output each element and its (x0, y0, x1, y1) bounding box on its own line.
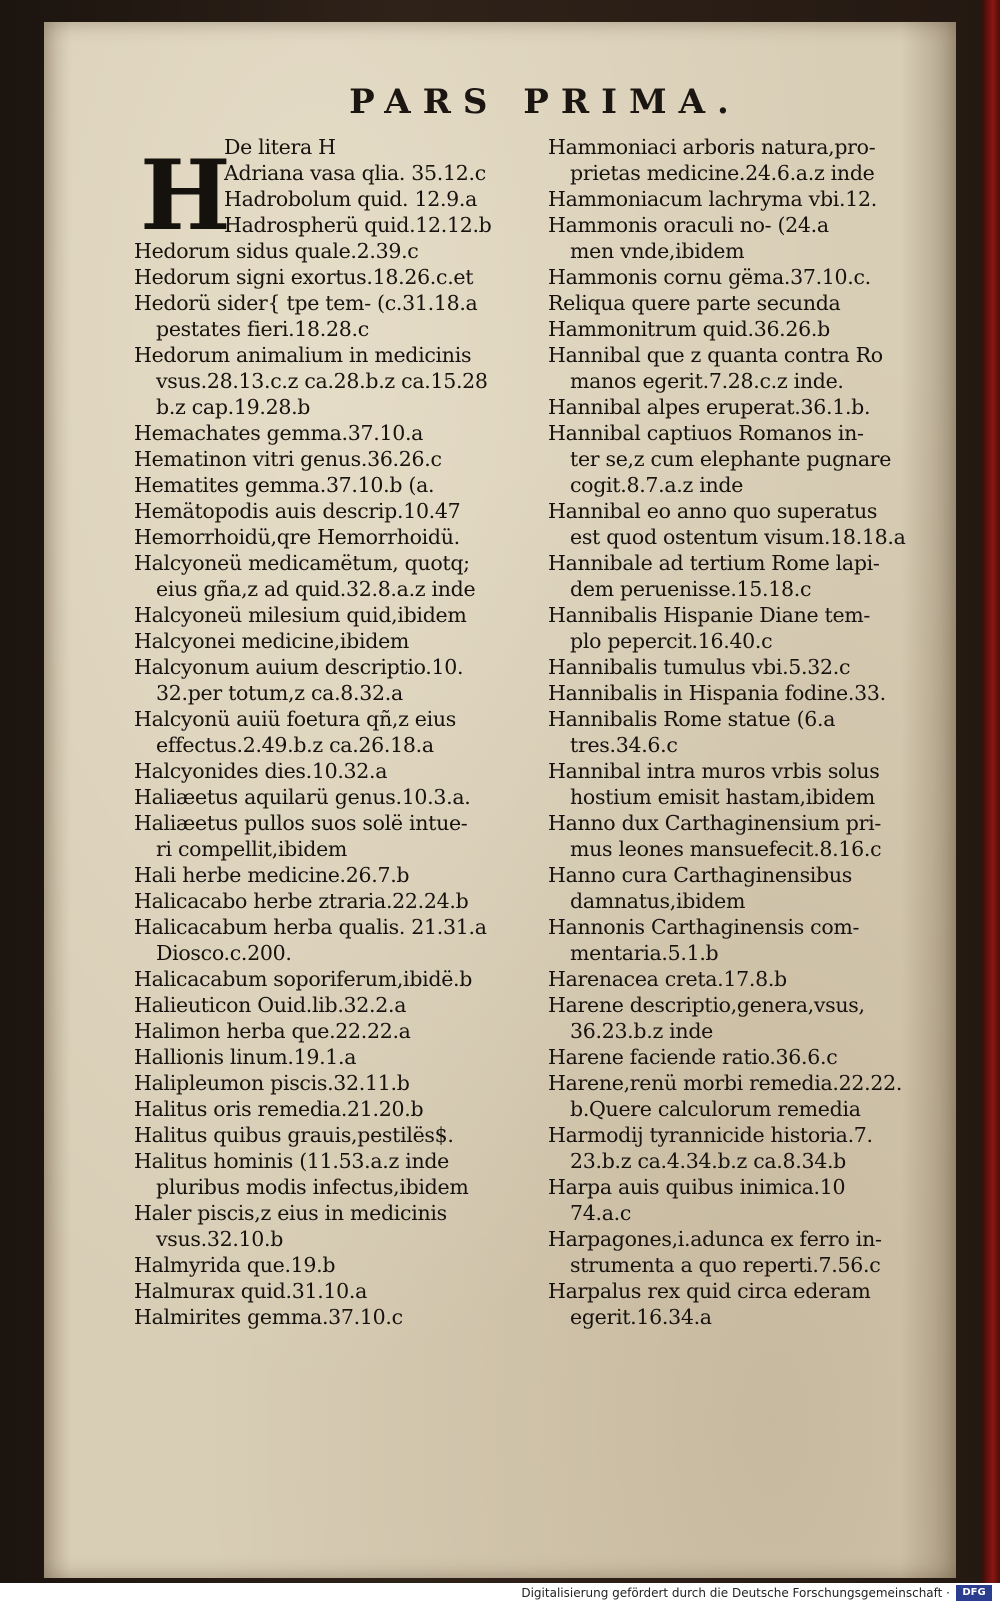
index-entry: Hadrospherü quid.12.12.b (224, 213, 492, 237)
index-entry: effectus.2.49.b.z ca.26.18.a (156, 733, 434, 757)
index-entry: Hannonis Carthaginensis com- (548, 915, 860, 939)
index-entry: Harpa auis quibus inimica.10 (548, 1175, 846, 1199)
index-entry: men vnde,ibidem (570, 239, 745, 263)
index-entry: Halmirites gemma.37.10.c (134, 1305, 403, 1329)
index-entry: Hannibalis tumulus vbi.5.32.c (548, 655, 851, 679)
index-entry: Halipleumon piscis.32.11.b (134, 1071, 410, 1095)
index-entry: hostium emisit hastam,ibidem (570, 785, 875, 809)
dfg-logo: DFG (956, 1585, 992, 1601)
initial-lines (224, 134, 544, 238)
index-entry: Harene descriptio,genera,vsus, (548, 993, 865, 1017)
index-entry: vsus.32.10.b (156, 1227, 284, 1251)
index-entry: Harmodij tyrannicide historia.7. (548, 1123, 873, 1147)
index-entry: 74.a.c (570, 1201, 632, 1225)
index-entry: Hedorü sider{ tpe tem- (c.31.18.a (134, 291, 478, 315)
left-entries (134, 238, 544, 1330)
drop-initial: H (140, 139, 231, 252)
index-entry: Hammonis oraculi no- (24.a (548, 213, 829, 237)
index-entry: Hammonitrum quid.36.26.b (548, 317, 830, 341)
index-entry: manos egerit.7.28.c.z inde. (570, 369, 844, 393)
index-entry: Harpalus rex quid circa ederam (548, 1279, 871, 1303)
index-entry: Hannibalis in Hispania fodine.33. (548, 681, 886, 705)
index-entry: damnatus,ibidem (570, 889, 746, 913)
book-edge (982, 0, 1000, 1583)
index-entry: Hannibal eo anno quo superatus (548, 499, 878, 523)
index-entry: Haliæetus aquilarü genus.10.3.a. (134, 785, 471, 809)
index-entry: Halcyonum auium descriptio.10. (134, 655, 464, 679)
index-entry: vsus.28.13.c.z ca.28.b.z ca.15.28 (156, 369, 488, 393)
index-entry: mus leones mansuefecit.8.16.c (570, 837, 882, 861)
index-entry: prietas medicine.24.6.a.z inde (570, 161, 875, 185)
index-entry: Hannibal alpes eruperat.36.1.b. (548, 395, 871, 419)
index-entry: 23.b.z ca.4.34.b.z ca.8.34.b (570, 1149, 846, 1173)
index-entry: Hedorum signi exortus.18.26.c.et (134, 265, 474, 289)
index-entry: 32.per totum,z ca.8.32.a (156, 681, 403, 705)
index-entry: Harenacea creta.17.8.b (548, 967, 787, 991)
index-entry: Hematites gemma.37.10.b (a. (134, 473, 435, 497)
index-entry: ri compellit,ibidem (156, 837, 348, 861)
index-entry: tres.34.6.c (570, 733, 678, 757)
index-entry: Harpagones,i.adunca ex ferro in- (548, 1227, 882, 1251)
index-entry: Hadrobolum quid. 12.9.a (224, 187, 478, 211)
index-entry: Halcyonides dies.10.32.a (134, 759, 388, 783)
index-entry: Hannibalis Hispanie Diane tem- (548, 603, 871, 627)
index-entry: Halicacabo herbe ztraria.22.24.b (134, 889, 469, 913)
index-column-right (548, 134, 950, 1330)
footer-bar (0, 1583, 1000, 1604)
index-column-left (134, 134, 544, 1330)
index-entry: Hanno cura Carthaginensibus (548, 863, 852, 887)
index-entry: Hammoniacum lachryma vbi.12. (548, 187, 877, 211)
index-entry: Halcyoneü medicamëtum, quotq; (134, 551, 470, 575)
index-entry: Halcyoneü milesium quid,ibidem (134, 603, 467, 627)
right-entries (548, 134, 950, 1330)
index-entry: dem peruenisse.15.18.c (570, 577, 812, 601)
index-entry: 36.23.b.z inde (570, 1019, 713, 1043)
index-entry: pestates fieri.18.28.c (156, 317, 369, 341)
index-entry: mentaria.5.1.b (570, 941, 719, 965)
index-entry: Halicacabum soporiferum,ibidë.b (134, 967, 473, 991)
funding-credit: Digitalisierung gefördert durch die Deutsche Forschungsgemeinschaft · (521, 1586, 950, 1600)
index-entry: eius gña,z ad quid.32.8.a.z inde (156, 577, 476, 601)
index-entry: Hannibal captiuos Romanos in- (548, 421, 864, 445)
page-header: PARS PRIMA. (349, 82, 741, 122)
index-entry: Diosco.c.200. (156, 941, 292, 965)
index-entry: Hannibale ad tertium Rome lapi- (548, 551, 880, 575)
index-entry: Hannibal intra muros vrbis solus (548, 759, 880, 783)
index-entry: Hemorrhoidü,qre Hemorrhoidü. (134, 525, 460, 549)
index-entry: cogit.8.7.a.z inde (570, 473, 744, 497)
index-entry: Halmurax quid.31.10.a (134, 1279, 368, 1303)
index-entry: b.z cap.19.28.b (156, 395, 311, 419)
index-entry: Hali herbe medicine.26.7.b (134, 863, 410, 887)
index-entry: Hedorum sidus quale.2.39.c (134, 239, 419, 263)
index-entry: Halitus quibus grauis,pestilës$. (134, 1123, 454, 1147)
index-entry: plo pepercit.16.40.c (570, 629, 773, 653)
index-entry: De litera H (224, 135, 336, 159)
index-entry: Hammonis cornu gëma.37.10.c. (548, 265, 871, 289)
index-entry: Haliæetus pullos suos solë intue- (134, 811, 468, 835)
index-entry: Hannibalis Rome statue (6.a (548, 707, 836, 731)
index-entry: Halcyonei medicine,ibidem (134, 629, 410, 653)
index-entry: Hemätopodis auis descrip.10.47 (134, 499, 461, 523)
index-entry: b.Quere calculorum remedia (570, 1097, 861, 1121)
index-entry: Hallionis linum.19.1.a (134, 1045, 357, 1069)
index-entry: Halitus hominis (11.53.a.z inde (134, 1149, 449, 1173)
index-entry: egerit.16.34.a (570, 1305, 712, 1329)
index-entry: Adriana vasa qlia. 35.12.c (224, 161, 486, 185)
index-entry: pluribus modis infectus,ibidem (156, 1175, 469, 1199)
index-entry: Reliqua quere parte secunda (548, 291, 841, 315)
index-entry: strumenta a quo reperti.7.56.c (570, 1253, 881, 1277)
index-entry: Halimon herba que.22.22.a (134, 1019, 411, 1043)
index-entry: Halmyrida que.19.b (134, 1253, 336, 1277)
index-entry: est quod ostentum visum.18.18.a (570, 525, 906, 549)
index-entry: Hanno dux Carthaginensium pri- (548, 811, 881, 835)
index-entry: Halcyonü auiü foetura qñ,z eius (134, 707, 456, 731)
index-entry: Halieuticon Ouid.lib.32.2.a (134, 993, 407, 1017)
index-entry: Hannibal que z quanta contra Ro (548, 343, 883, 367)
index-entry: ter se,z cum elephante pugnare (570, 447, 892, 471)
index-entry: Hemachates gemma.37.10.a (134, 421, 424, 445)
index-entry: Hammoniaci arboris natura,pro- (548, 135, 876, 159)
index-entry: Hedorum animalium in medicinis (134, 343, 472, 367)
index-entry: Hematinon vitri genus.36.26.c (134, 447, 442, 471)
index-entry: Harene faciende ratio.36.6.c (548, 1045, 838, 1069)
index-entry: Halitus oris remedia.21.20.b (134, 1097, 424, 1121)
index-entry: Haler piscis,z eius in medicinis (134, 1201, 447, 1225)
index-entry: Harene,renü morbi remedia.22.22. (548, 1071, 903, 1095)
index-entry: Halicacabum herba qualis. 21.31.a (134, 915, 487, 939)
